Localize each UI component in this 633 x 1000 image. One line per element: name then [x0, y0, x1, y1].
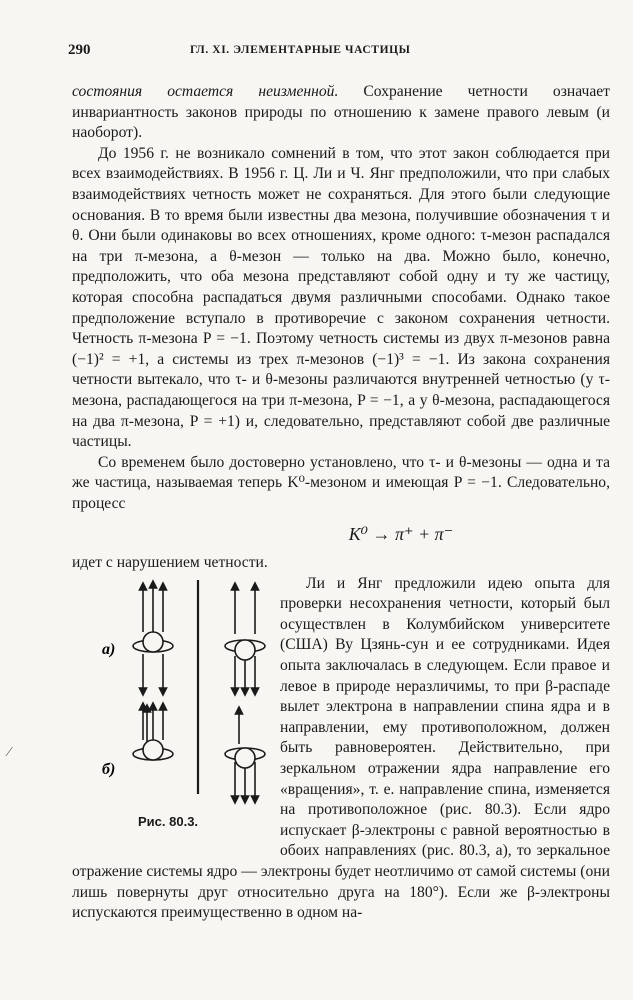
- paragraph-3: Со временем было достоверно установлено, что τ- и θ-мезоны — одна и та же частица, называемая теперь K⁰-мезоном и имеющая P = −1. Следовательно, процесс: [72, 453, 610, 512]
- paragraph-5-text: Ли и Янг предложили идею опыта для проверки несохранения четности, который был осуществлен в Колумбийском университете (США) Ву Цзянь-сун и ее сотрудниками. Идея опыта заключалась в следующем. Если правое и левое в природе неразличимы, то при β-распаде вылет электрона в направлении спина ядра и в направлении, ему противоположном, должен быть равновероятен. Действительно, при зеркальном отражении ядра направление его «вращения», т. е. направление спина, изменяется на противоположное (рис. 80.3). Если ядро испускает β-электроны с равной вероятностью в обоих направлениях (рис. 80.3, а), то зеркальное отражение системы ядро — электроны будет неотличимо от самой системы (они лишь повернуты друг относительно друга на 180°). Если же β-электроны испускаются преимущественно в одном на-: [72, 574, 610, 922]
- paragraph-5-block: [72, 574, 610, 924]
- paragraph-2: До 1956 г. не возникало сомнений в том, что этот закон соблюдается при всех взаимодействиях. В 1956 г. Ц. Ли и Ч. Янг предположили, что при слабых взаимодействиях четность может не сохраняться. Для этого были следующие основания. В то время были известны два мезона, получившие обозначения τ и θ. Они были одинаковы во всех отношениях, кроме одного: τ-мезон распадался на три π-мезона, а θ-мезон — только на два. Можно было, конечно, предположить, что оба мезона представляют собой одну и ту же частицу, которая способна распадаться двумя различными способами. Однако такое предположение вступало в противоречие с законом сохранения четности. Четность π-мезона P = −1. Поэтому четность системы из двух π-мезонов равна (−1)² = +1, а системы из трех π-мезонов (−1)³ = −1. Из закона сохранения четности вытекало, что τ- и θ-мезоны различаются внутренней четностью (у τ-мезона, распадающегося на три π-мезона, P = −1, а у θ-мезона, распадающегося на два π-мезона, P = +1) и, следовательно, представляют собой две различные частицы.: [72, 144, 610, 451]
- figure-diagram: [98, 574, 298, 809]
- page-body: [72, 82, 610, 924]
- label-a: а): [102, 640, 116, 658]
- paragraph-1-rest: Сохранение четности означает инвариантность законов природы по отношению к замене правого левым (и наоборот).: [72, 83, 610, 142]
- figure-80-3: [72, 574, 272, 844]
- emphasis-text: состояния остается неизменной.: [72, 83, 339, 100]
- nucleus-b-right: [225, 710, 265, 800]
- page-header: [68, 42, 608, 64]
- nucleus-a-left: [133, 584, 173, 692]
- page-number: 290: [68, 42, 91, 58]
- running-title: ГЛ. XI. ЭЛЕМЕНТАРНЫЕ ЧАСТИЦЫ: [190, 44, 411, 56]
- paragraph-4: идет с нарушением четности.: [72, 554, 268, 572]
- margin-mark: ⁄: [8, 745, 11, 760]
- nucleus-a-right: [225, 586, 265, 692]
- nucleus-b-left: [133, 706, 173, 760]
- label-b: б): [102, 760, 116, 778]
- formula: K⁰ → π⁺ + π⁻: [348, 524, 454, 545]
- paragraph-1: [72, 82, 610, 144]
- figure-caption: Рис. 80.3.: [138, 813, 199, 829]
- paragraph-5: [72, 574, 610, 924]
